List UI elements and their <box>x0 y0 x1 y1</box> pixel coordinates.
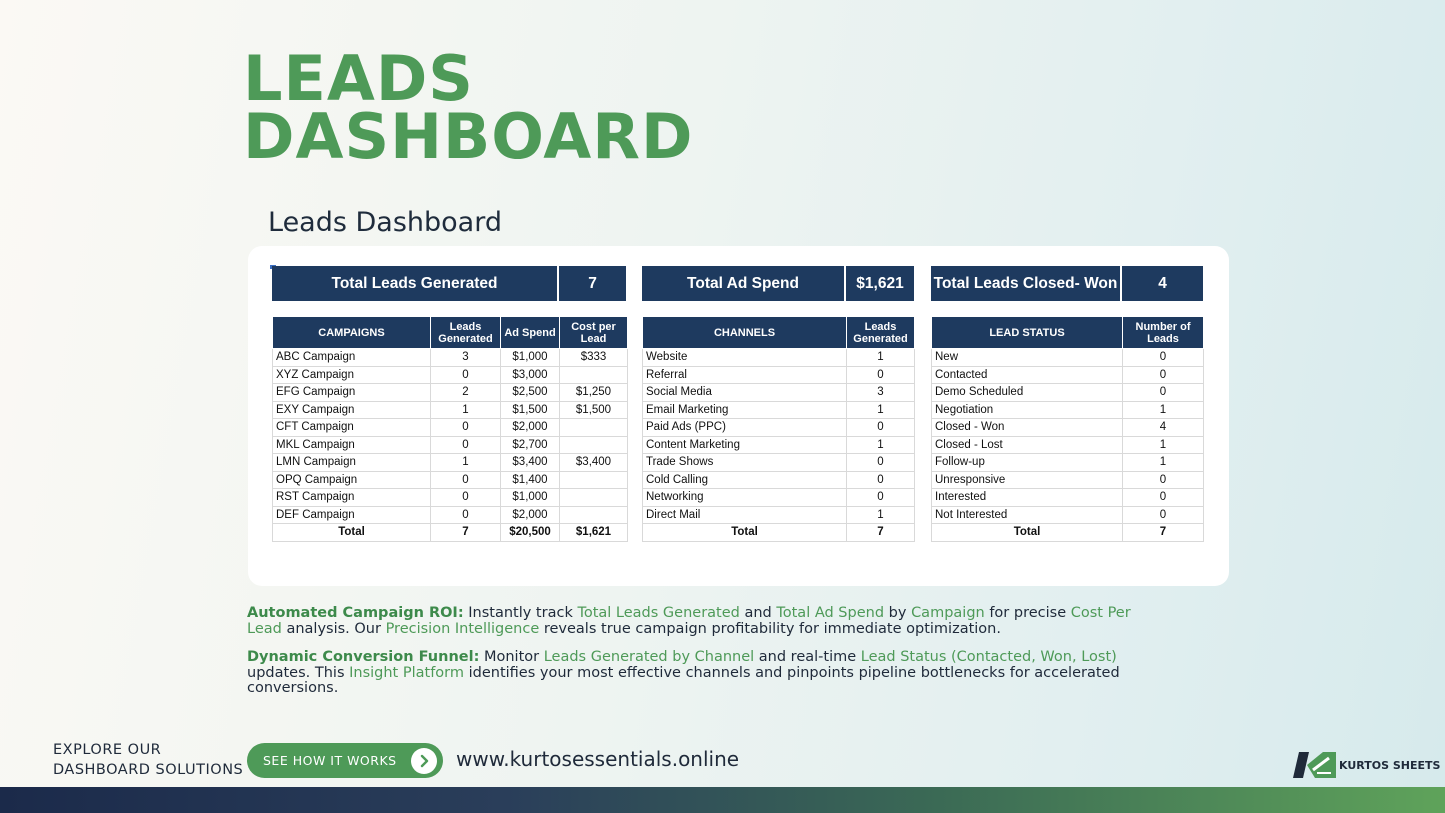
table-cell[interactable]: Closed - Lost <box>932 436 1123 454</box>
column-header[interactable]: CHANNELS <box>643 317 847 349</box>
explore-line2: DASHBOARD SOLUTIONS <box>53 762 244 778</box>
table-cell[interactable]: 3 <box>431 349 501 367</box>
total-cell[interactable]: 7 <box>431 524 501 542</box>
campaigns-header-row <box>273 317 628 349</box>
table-cell[interactable]: 0 <box>1123 489 1204 507</box>
kpi-total-leads[interactable] <box>272 266 626 301</box>
table-cell[interactable]: 0 <box>847 454 915 472</box>
desc-text: reveals true campaign profitability for immediate optimization. <box>539 620 1001 637</box>
explore-line1: EXPLORE OUR <box>53 742 162 758</box>
description-campaign-roi <box>247 606 1167 637</box>
table-cell[interactable] <box>560 366 628 384</box>
table-cell[interactable]: Website <box>643 349 847 367</box>
table-row[interactable] <box>643 454 915 472</box>
desc-highlight: Insight Platform <box>349 664 464 681</box>
table-cell[interactable]: Paid Ads (PPC) <box>643 419 847 437</box>
table-row[interactable] <box>273 384 628 402</box>
table-cell[interactable]: $2,500 <box>501 384 560 402</box>
table-cell[interactable]: 0 <box>431 419 501 437</box>
kurtos-logo <box>1293 750 1440 780</box>
table-cell[interactable]: 4 <box>1123 419 1204 437</box>
column-header[interactable]: CAMPAIGNS <box>273 317 431 349</box>
column-header[interactable]: Leads Generated <box>847 317 915 349</box>
desc-text: identifies your most effective channels and pinpoints pipeline bottlenecks for accelerated conversions. <box>247 664 1120 696</box>
table-cell[interactable]: Email Marketing <box>643 401 847 419</box>
table-cell[interactable]: Networking <box>643 489 847 507</box>
desc-highlight: Total Leads Generated <box>577 605 740 621</box>
kpi-value: 4 <box>1122 266 1203 301</box>
table-cell[interactable]: Direct Mail <box>643 506 847 524</box>
total-row[interactable] <box>273 524 628 542</box>
kurtos-logo-icon <box>1293 750 1337 780</box>
table-cell[interactable]: $3,400 <box>560 454 628 472</box>
table-row[interactable] <box>932 436 1204 454</box>
table-cell[interactable]: EFG Campaign <box>273 384 431 402</box>
table-cell[interactable]: 1 <box>847 349 915 367</box>
desc-lead: Automated Campaign ROI: <box>247 605 464 621</box>
table-cell[interactable]: MKL Campaign <box>273 436 431 454</box>
table-cell[interactable]: 1 <box>1123 436 1204 454</box>
kpi-label: Total Leads Generated <box>272 266 559 301</box>
table-cell[interactable]: 3 <box>847 384 915 402</box>
desc-highlight: Precision Intelligence <box>385 620 540 637</box>
table-row[interactable] <box>932 489 1204 507</box>
description-conversion-funnel <box>247 650 1167 697</box>
desc-text: updates. This <box>247 664 350 681</box>
table-cell[interactable]: 0 <box>1123 471 1204 489</box>
table-cell[interactable]: Not Interested <box>932 506 1123 524</box>
column-header[interactable]: Leads Generated <box>431 317 501 349</box>
table-cell[interactable]: Closed - Won <box>932 419 1123 437</box>
table-row[interactable] <box>643 401 915 419</box>
total-label[interactable]: Total <box>273 524 431 542</box>
desc-text: by <box>884 605 912 621</box>
table-cell[interactable]: 0 <box>431 489 501 507</box>
table-cell[interactable] <box>560 489 628 507</box>
table-row[interactable] <box>273 366 628 384</box>
desc-text: and real-time <box>754 649 861 665</box>
desc-text: analysis. Our <box>281 620 386 637</box>
table-cell[interactable]: 0 <box>431 436 501 454</box>
table-cell[interactable]: Referral <box>643 366 847 384</box>
table-cell[interactable]: $1,000 <box>501 489 560 507</box>
desc-text: for precise <box>984 605 1071 621</box>
lead-status-header-row <box>932 317 1204 349</box>
table-cell[interactable] <box>560 436 628 454</box>
total-cell[interactable]: $20,500 <box>501 524 560 542</box>
desc-text: Instantly track <box>463 605 578 621</box>
channels-table[interactable] <box>642 316 915 542</box>
table-row[interactable] <box>932 366 1204 384</box>
channels-header-row <box>643 317 915 349</box>
table-cell[interactable]: 1 <box>431 401 501 419</box>
desc-text: and <box>739 605 777 621</box>
total-cell[interactable]: 7 <box>847 524 915 542</box>
table-row[interactable] <box>273 489 628 507</box>
column-header[interactable]: LEAD STATUS <box>932 317 1123 349</box>
table-cell[interactable] <box>560 506 628 524</box>
table-row[interactable] <box>643 366 915 384</box>
table-row[interactable] <box>643 489 915 507</box>
total-label[interactable]: Total <box>932 524 1123 542</box>
table-cell[interactable]: ABC Campaign <box>273 349 431 367</box>
lead-status-table[interactable] <box>931 316 1204 542</box>
table-row[interactable] <box>932 454 1204 472</box>
hero-title <box>243 42 694 173</box>
table-cell[interactable]: $1,500 <box>501 401 560 419</box>
table-cell[interactable]: 0 <box>847 366 915 384</box>
total-row[interactable] <box>932 524 1204 542</box>
bottom-gradient-bar <box>0 787 1445 813</box>
chevron-right-icon <box>411 748 437 774</box>
desc-lead: Dynamic Conversion Funnel: <box>247 649 480 665</box>
table-cell[interactable]: RST Campaign <box>273 489 431 507</box>
table-cell[interactable]: XYZ Campaign <box>273 366 431 384</box>
hero-title-line2: DASHBOARD <box>243 100 694 173</box>
table-row[interactable] <box>932 506 1204 524</box>
table-row[interactable] <box>643 384 915 402</box>
table-cell[interactable]: $3,400 <box>501 454 560 472</box>
website-link[interactable]: www.kurtosessentials.online <box>456 747 740 771</box>
table-row[interactable] <box>932 401 1204 419</box>
logo-text: KURTOS SHEETS <box>1339 758 1441 772</box>
table-cell[interactable] <box>560 471 628 489</box>
table-cell[interactable]: 1 <box>847 506 915 524</box>
campaigns-table[interactable] <box>272 316 628 542</box>
section-title: Leads Dashboard <box>268 207 502 238</box>
table-cell[interactable]: Contacted <box>932 366 1123 384</box>
table-row[interactable] <box>273 506 628 524</box>
table-row[interactable] <box>643 419 915 437</box>
table-cell[interactable]: $2,700 <box>501 436 560 454</box>
kpi-label: Total Leads Closed- Won <box>931 266 1122 301</box>
table-row[interactable] <box>932 349 1204 367</box>
see-how-it-works-button[interactable] <box>247 743 443 778</box>
table-cell[interactable]: $1,400 <box>501 471 560 489</box>
table-row[interactable] <box>643 471 915 489</box>
table-cell[interactable]: 0 <box>847 419 915 437</box>
table-cell[interactable]: $3,000 <box>501 366 560 384</box>
table-row[interactable] <box>273 471 628 489</box>
kpi-value: 7 <box>559 266 626 301</box>
table-cell[interactable]: 0 <box>431 506 501 524</box>
table-row[interactable] <box>643 436 915 454</box>
table-cell[interactable]: DEF Campaign <box>273 506 431 524</box>
desc-highlight: Cost Per Lead <box>247 605 1131 637</box>
table-cell[interactable]: Content Marketing <box>643 436 847 454</box>
table-cell[interactable]: LMN Campaign <box>273 454 431 472</box>
table-cell[interactable]: 0 <box>431 366 501 384</box>
table-cell[interactable]: 0 <box>1123 506 1204 524</box>
table-cell[interactable]: Interested <box>932 489 1123 507</box>
desc-highlight: Lead Status (Contacted, Won, Lost) <box>860 649 1117 665</box>
explore-text <box>53 740 243 780</box>
table-row[interactable] <box>273 454 628 472</box>
table-cell[interactable]: 1 <box>847 436 915 454</box>
table-cell[interactable]: Trade Shows <box>643 454 847 472</box>
table-cell[interactable]: $2,000 <box>501 419 560 437</box>
column-header[interactable]: Cost per Lead <box>560 317 628 349</box>
table-cell[interactable]: 0 <box>431 471 501 489</box>
table-cell[interactable]: $1,500 <box>560 401 628 419</box>
column-header[interactable]: Ad Spend <box>501 317 560 349</box>
kpi-total-ad-spend[interactable] <box>642 266 914 301</box>
table-cell[interactable]: $2,000 <box>501 506 560 524</box>
table-cell[interactable]: 1 <box>1123 454 1204 472</box>
cta-label: SEE HOW IT WORKS <box>263 753 397 768</box>
total-row[interactable] <box>643 524 915 542</box>
table-cell[interactable]: Negotiation <box>932 401 1123 419</box>
column-header[interactable]: Number of Leads <box>1123 317 1204 349</box>
desc-highlight: Leads Generated by Channel <box>543 649 755 665</box>
desc-highlight: Total Ad Spend <box>776 605 885 621</box>
table-row[interactable] <box>273 349 628 367</box>
table-cell[interactable]: 1 <box>847 401 915 419</box>
table-cell[interactable]: 0 <box>1123 366 1204 384</box>
table-cell[interactable]: EXY Campaign <box>273 401 431 419</box>
table-row[interactable] <box>932 419 1204 437</box>
desc-text: Monitor <box>479 649 544 665</box>
table-cell[interactable]: 1 <box>1123 401 1204 419</box>
table-row[interactable] <box>932 471 1204 489</box>
table-cell[interactable]: Follow-up <box>932 454 1123 472</box>
table-cell[interactable]: $1,250 <box>560 384 628 402</box>
hero-title-line1: LEADS <box>243 42 474 115</box>
kpi-label: Total Ad Spend <box>642 266 846 301</box>
table-cell[interactable]: CFT Campaign <box>273 419 431 437</box>
table-cell[interactable]: Demo Scheduled <box>932 384 1123 402</box>
table-row[interactable] <box>643 506 915 524</box>
kpi-total-closed-won[interactable] <box>931 266 1203 301</box>
table-cell[interactable]: 0 <box>1123 384 1204 402</box>
table-row[interactable] <box>932 384 1204 402</box>
table-row[interactable] <box>273 401 628 419</box>
table-cell[interactable]: New <box>932 349 1123 367</box>
table-cell[interactable]: Cold Calling <box>643 471 847 489</box>
total-label[interactable]: Total <box>643 524 847 542</box>
table-cell[interactable]: $1,000 <box>501 349 560 367</box>
table-cell[interactable] <box>560 419 628 437</box>
total-cell[interactable]: $1,621 <box>560 524 628 542</box>
table-cell[interactable]: 2 <box>431 384 501 402</box>
table-cell[interactable]: 0 <box>847 471 915 489</box>
table-row[interactable] <box>273 436 628 454</box>
table-cell[interactable]: OPQ Campaign <box>273 471 431 489</box>
total-cell[interactable]: 7 <box>1123 524 1204 542</box>
table-cell[interactable]: Social Media <box>643 384 847 402</box>
table-cell[interactable]: 1 <box>431 454 501 472</box>
table-row[interactable] <box>643 349 915 367</box>
kpi-value: $1,621 <box>846 266 914 301</box>
table-cell[interactable]: 0 <box>847 489 915 507</box>
table-cell[interactable]: $333 <box>560 349 628 367</box>
table-row[interactable] <box>273 419 628 437</box>
table-cell[interactable]: Unresponsive <box>932 471 1123 489</box>
table-cell[interactable]: 0 <box>1123 349 1204 367</box>
desc-highlight: Campaign <box>911 605 985 621</box>
